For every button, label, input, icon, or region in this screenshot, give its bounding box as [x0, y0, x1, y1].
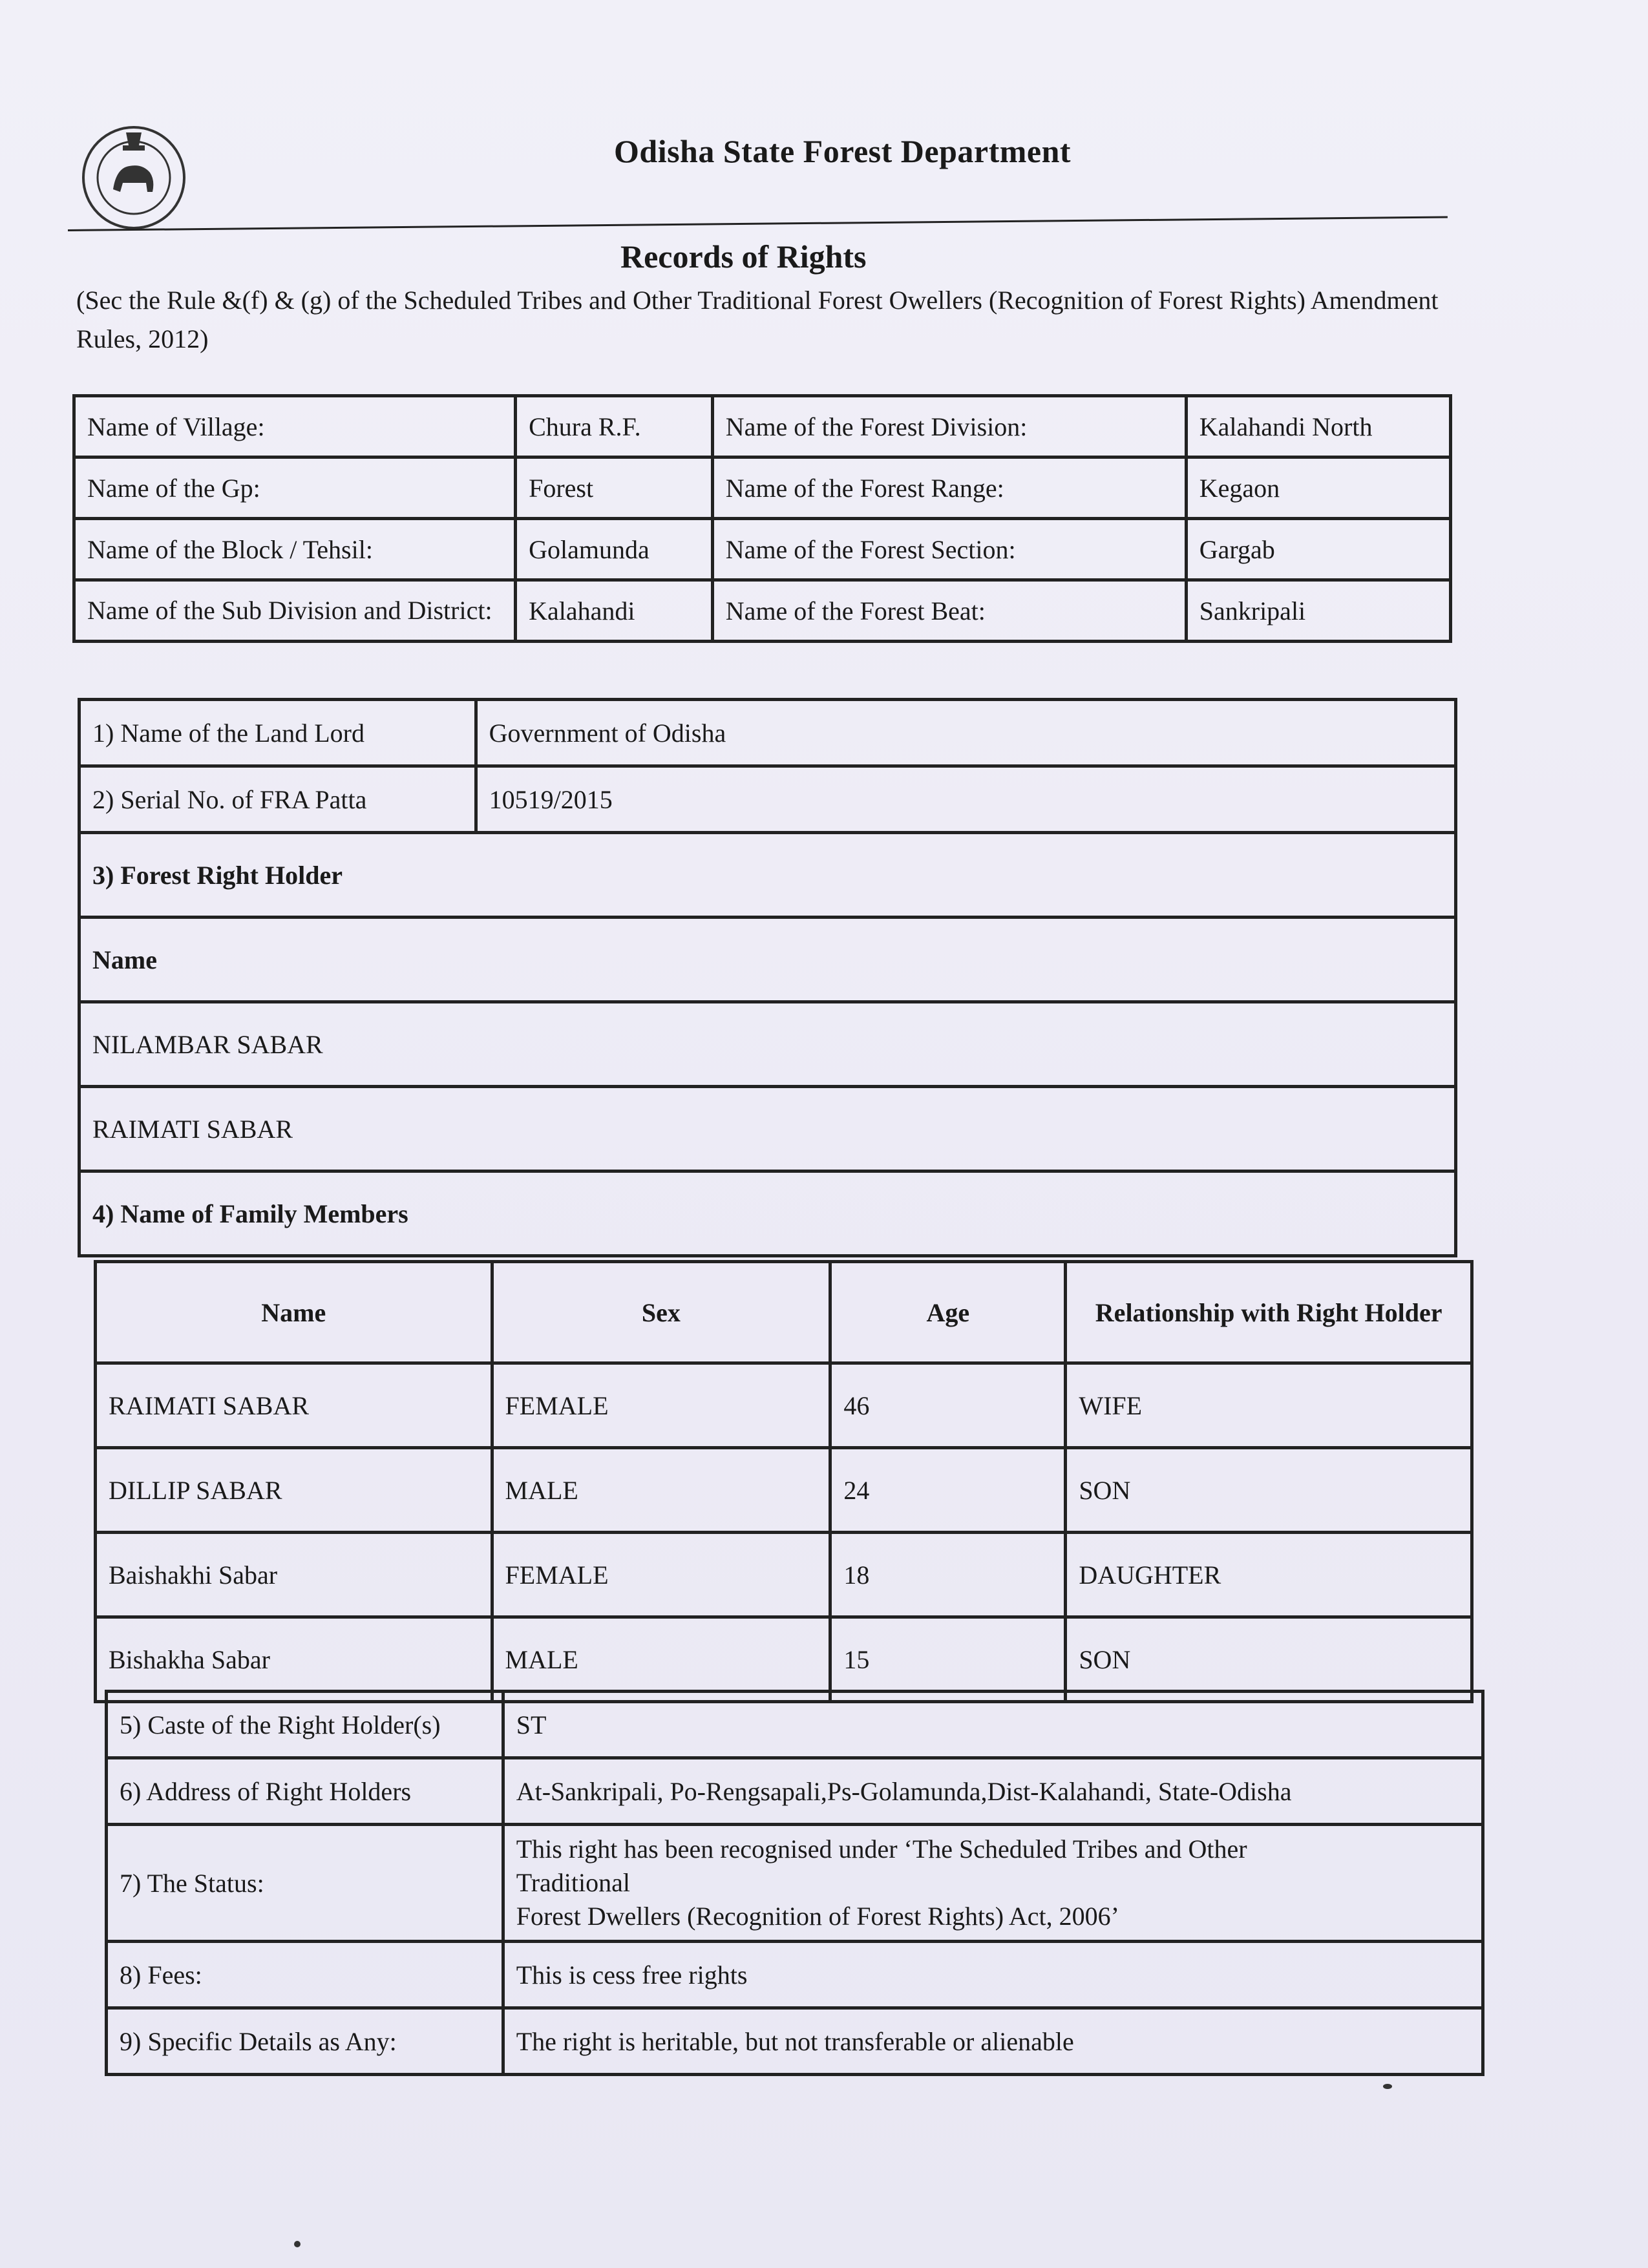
block-label: Name of the Block / Tehsil: [74, 519, 516, 580]
table-row [79, 1171, 1456, 1256]
table-row [79, 766, 1456, 833]
table-row [79, 1002, 1456, 1087]
member-age: 46 [830, 1363, 1066, 1448]
header-divider [68, 216, 1448, 231]
fees-value: This is cess free rights [503, 1942, 1483, 2008]
status-label: 7) The Status: [107, 1825, 503, 1942]
member-sex: FEMALE [492, 1533, 830, 1617]
address-label: 6) Address of Right Holders [107, 1758, 503, 1825]
family-members-table [94, 1260, 1474, 1703]
caste-value: ST [503, 1692, 1483, 1758]
member-age: 24 [830, 1448, 1066, 1533]
member-relation: SON [1066, 1448, 1472, 1533]
forest-division-value: Kalahandi North [1186, 396, 1450, 457]
village-label: Name of Village: [74, 396, 516, 457]
scan-speck [1383, 2084, 1392, 2089]
forest-beat-label: Name of the Forest Beat: [712, 580, 1186, 642]
table-row [74, 396, 1451, 457]
table-row [107, 1692, 1483, 1758]
forest-section-label: Name of the Forest Section: [712, 519, 1186, 580]
table-row [96, 1533, 1472, 1617]
village-value: Chura R.F. [516, 396, 713, 457]
gp-label: Name of the Gp: [74, 457, 516, 519]
column-header: Age [830, 1262, 1066, 1363]
table-row [96, 1448, 1472, 1533]
block-value: Golamunda [516, 519, 713, 580]
holder-table [78, 698, 1457, 1257]
status-value [503, 1825, 1483, 1942]
forest-beat-value: Sankripali [1186, 580, 1450, 642]
member-sex: MALE [492, 1448, 830, 1533]
forest-range-value: Kegaon [1186, 457, 1450, 519]
member-name: RAIMATI SABAR [96, 1363, 492, 1448]
member-age: 15 [830, 1617, 1066, 1702]
scan-speck [294, 2241, 301, 2247]
fees-label: 8) Fees: [107, 1942, 503, 2008]
member-relation: WIFE [1066, 1363, 1472, 1448]
table-row [107, 2008, 1483, 2075]
subdivision-label: Name of the Sub Division and District: [74, 580, 516, 642]
odisha-emblem-seal [78, 113, 191, 233]
forest-division-label: Name of the Forest Division: [712, 396, 1186, 457]
landlord-label: 1) Name of the Land Lord [79, 700, 476, 766]
address-value: At-Sankripali, Po-Rengsapali,Ps-Golamunda,Dist-Kalahandi, State-Odisha [503, 1758, 1483, 1825]
table-row [96, 1617, 1472, 1702]
column-header: Relationship with Right Holder [1066, 1262, 1472, 1363]
member-name: Bishakha Sabar [96, 1617, 492, 1702]
status-line: Forest Dwellers (Recognition of Forest Rights) Act, 2006’ [516, 1902, 1119, 1931]
holder-name: NILAMBAR SABAR [79, 1002, 1456, 1087]
table-header-row [96, 1262, 1472, 1363]
details-table [105, 1690, 1484, 2076]
member-name: DILLIP SABAR [96, 1448, 492, 1533]
column-header: Sex [492, 1262, 830, 1363]
patta-value: 10519/2015 [476, 766, 1455, 833]
table-row [79, 1087, 1456, 1171]
forest-range-label: Name of the Forest Range: [712, 457, 1186, 519]
table-row [74, 580, 1451, 642]
status-line: Traditional [516, 1868, 631, 1897]
family-members-heading: 4) Name of Family Members [79, 1171, 1456, 1256]
member-relation: DAUGHTER [1066, 1533, 1472, 1617]
member-name: Baishakhi Sabar [96, 1533, 492, 1617]
member-relation: SON [1066, 1617, 1472, 1702]
specific-details-value: The right is heritable, but not transferable or alienable [503, 2008, 1483, 2075]
caste-label: 5) Caste of the Right Holder(s) [107, 1692, 503, 1758]
status-line: This right has been recognised under ‘The Scheduled Tribes and Other [516, 1834, 1247, 1864]
specific-details-label: 9) Specific Details as Any: [107, 2008, 503, 2075]
table-row [107, 1942, 1483, 2008]
rule-reference: (Sec the Rule &(f) & (g) of the Scheduled Tribes and Other Traditional Forest Owellers (Recognition of Forest Rights) Amendment Rules, 2012) [76, 286, 1439, 353]
landlord-value: Government of Odisha [476, 700, 1455, 766]
forest-section-value: Gargab [1186, 519, 1450, 580]
table-row [96, 1363, 1472, 1448]
gp-value: Forest [516, 457, 713, 519]
subdivision-value: Kalahandi [516, 580, 713, 642]
table-row [74, 519, 1451, 580]
patta-label: 2) Serial No. of FRA Patta [79, 766, 476, 833]
location-table [72, 394, 1452, 643]
table-row [107, 1825, 1483, 1942]
table-row [107, 1758, 1483, 1825]
member-age: 18 [830, 1533, 1066, 1617]
table-row [79, 700, 1456, 766]
member-sex: FEMALE [492, 1363, 830, 1448]
forest-right-holder-heading: 3) Forest Right Holder [79, 833, 1456, 918]
document-title: Records of Rights [620, 238, 867, 275]
name-heading: Name [79, 918, 1456, 1002]
table-row [79, 833, 1456, 918]
holder-name: RAIMATI SABAR [79, 1087, 1456, 1171]
department-title: Odisha State Forest Department [614, 133, 1072, 169]
table-row [74, 457, 1451, 519]
member-sex: MALE [492, 1617, 830, 1702]
column-header: Name [96, 1262, 492, 1363]
table-row [79, 918, 1456, 1002]
